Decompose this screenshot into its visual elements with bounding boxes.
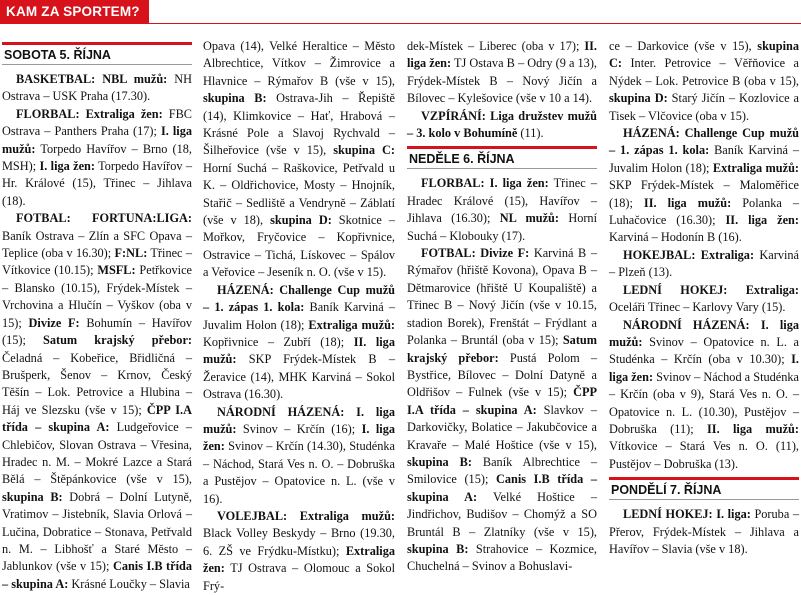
day-heading: SOBOTA 5. ŘÍJNA xyxy=(2,42,192,65)
day-heading: PONDĚLÍ 7. ŘÍJNA xyxy=(609,477,799,500)
paragraph-continued: ce – Darkovice (vše v 15), skupina C: Inter. Petrovice – Věřňovice a Nýdek – Lok. Petrovice B (oba v 15), skupina D: Starý Jičín – Kozlovice a Tisek – Vlčovice (oba v 15). xyxy=(609,39,799,123)
paragraph-continued: Opava (14), Velké Heraltice – Město Albrechtice, Vítkov – Žimrovice a Hlavnice – Rýmařov B (vše v 15), skupina B: Ostrava-Jih – Řepiště (14), Klimkovice – Hať, Hrabová – Krásné Pole a Slavoj Rychvald – Šilheřovice (vše v 15), skupina C: Horní Suchá – Raškovice, Petřvald u K. – Oldřichovice, Mosty – Hnojník, Stařič – Sedliště a Vendryně – Záblatí (vše v 18), skupina D: Skotnice – Mořkov, Fryčovice – Kopřivnice, Ostravice – Tichá, Lískovec – Spálov a Veřovice – Jeseník n. O. (vše v 15). xyxy=(203,39,395,280)
day-heading: NEDĚLE 6. ŘÍJNA xyxy=(407,146,597,169)
paragraph-continued: dek-Místek – Liberec (oba v 17); II. liga žen: TJ Ostava B – Odry (9 a 13), Frýdek-Místek B – Nový Jičín a Bílovec – Kylešovice (vše v 10 a 14). xyxy=(407,39,597,106)
sport-listing: LEDNÍ HOKEJ: I. liga: Poruba – Přerov, Frýdek-Místek – Jihlava a Havířov – Slavia (vše v 18). xyxy=(609,507,799,556)
banner-rule xyxy=(0,23,801,24)
sport-listing: BASKETBAL: NBL mužů: NH Ostrava – USK Praha (17.30). xyxy=(2,72,193,104)
column-3 xyxy=(407,38,597,576)
sport-listing: FOTBAL: Divize F: Karviná B – Rýmařov (hřiště Kovona), Opava B – Dětmarovice (hřiště U Koupaliště) a Třinec B – Nový Jičín (vše v 10.15, stadion Borek), Frenštát – Frýdlant a Polanka – Bruntál (oba v 15); Satum krajský přebor: Pustá Polom – Bystřice, Bílovec – Dolní Datyně a Oldřišov – Fulnek (vše v 15); ČPP I.A třída – skupina A: Slavkov – Darkovičky, Bolatice – Jakubčovice a Kravaře – Malé Hoštice (vše v 15), skupina B: Baník Albrechtice – Smilovice (15); Canis I.B třída – skupina A: Velké Hoštice – Jindřichov, Budišov – Chomýž a SO Bruntál B – Zlatníky (vše v 15), skupina B: Strahovice – Kozmice, Chuchelná – Svinov a Bohuslavi- xyxy=(407,246,598,574)
column-4 xyxy=(609,38,799,558)
sport-listing: FOTBAL: FORTUNA:LIGA: Baník Ostrava – Zlín a SFC Opava – Teplice (oba v 16.30); F:NL: Třinec – Vítkovice (10.15); MSFL: Petřkovice – Blansko (10.15), Frýdek-Místek – Vrchovina a Hlučín – Vyškov (oba v 15); Divize F: Bohumín – Havířov (15); Satum krajský přebor: Čeladná – Kobeřice, Břidličná – Brušperk, Šenov – Krnov, Český Těšín – Lok. Petrovice a Hlubina – Háj ve Slezsku (vše v 15); ČPP I.A třída – skupina A: Ludgeřovice – Chlebičov, Slovan Ostrava – Vřesina, Hradec n. M. – Mokré Lazce a Stará Bělá – Štěpánkovice (vše v 15), skupina B: Dobrá – Dolní Lutyně, Vratimov – Jistebník, Slavia Orlová – Lučina, Dobratice – Stonava, Petřvald n. M. – Libhošť a Staré Město – Jablunkov (vše v 15); Canis I.B třída – skupina A: Krásné Loučky – Slavia xyxy=(2,211,193,591)
sport-listing: HÁZENÁ: Challenge Cup mužů – 1. zápas 1. kola: Baník Karviná – Juvalim Holon (18); Extraliga mužů: SKP Frýdek-Místek – Maloměřice (18); II. liga mužů: Polanka – Luhačovice (16.30); II. liga žen: Karviná – Hodonín B (16). xyxy=(609,126,799,245)
sport-listing: NÁRODNÍ HÁZENÁ: I. liga mužů: Svinov – Krčín (16); I. liga žen: Svinov – Krčín (14.30), Studénka – Náchod, Stará Ves n. O. – Dobruška a Pustějov – Opatovice n. L. (vše v 16). xyxy=(203,404,395,506)
sport-listing: VOLEJBAL: Extraliga mužů: Black Volley Beskydy – Brno (19.30, 6. ZŠ ve Frýdku-Místku); Extraliga žen: TJ Ostrava – Olomouc a Sokol Frý- xyxy=(203,508,395,593)
sport-listing: NÁRODNÍ HÁZENÁ: I. liga mužů: Svinov – Opatovice n. L. a Studénka – Krčín (oba v 10.30); I. liga žen: Svinov – Náchod a Studénka – Krčín (oba v 9), Stará Ves n. O. – Opatovice n. L. (10.30), Pustějov – Dobruška (11); II. liga mužů: Vítkovice – Stará Ves n. O. (11), Pustějov – Dobruška (13). xyxy=(609,317,799,471)
sport-listing: HÁZENÁ: Challenge Cup mužů – 1. zápas 1. kola: Baník Karviná – Juvalim Holon (18); Extraliga mužů: Kopřivnice – Zubří (18); II. liga mužů: SKP Frýdek-Místek B – Žeravice (14), MHK Karviná – Sokol Ostrava (16.30). xyxy=(203,282,395,402)
sport-listing: FLORBAL: Extraliga žen: FBC Ostrava – Panthers Praha (17); I. liga mužů: Torpedo Havířov – Brno (18, MSH); I. liga žen: Torpedo Havířov – Hr. Králové (15), Třinec – Jihlava (18). xyxy=(2,106,192,208)
sport-listing: HOKEJBAL: Extraliga: Karviná – Plzeň (13). xyxy=(609,247,799,280)
column-1 xyxy=(2,38,192,593)
section-banner: KAM ZA SPORTEM? xyxy=(0,0,149,23)
sport-listing: FLORBAL: I. liga žen: Třinec – Hradec Králové (15), Havířov – Jihlava (16.30); NL mužů: Horní Suchá – Klobouky (17). xyxy=(407,176,598,243)
sport-listing: VZPÍRÁNÍ: Liga družstev mužů – 3. kolo v Bohumíně (11). xyxy=(407,108,597,141)
column-2 xyxy=(203,38,395,595)
sport-listing: LEDNÍ HOKEJ: Extraliga: Oceláři Třinec – Karlovy Vary (15). xyxy=(609,282,799,315)
